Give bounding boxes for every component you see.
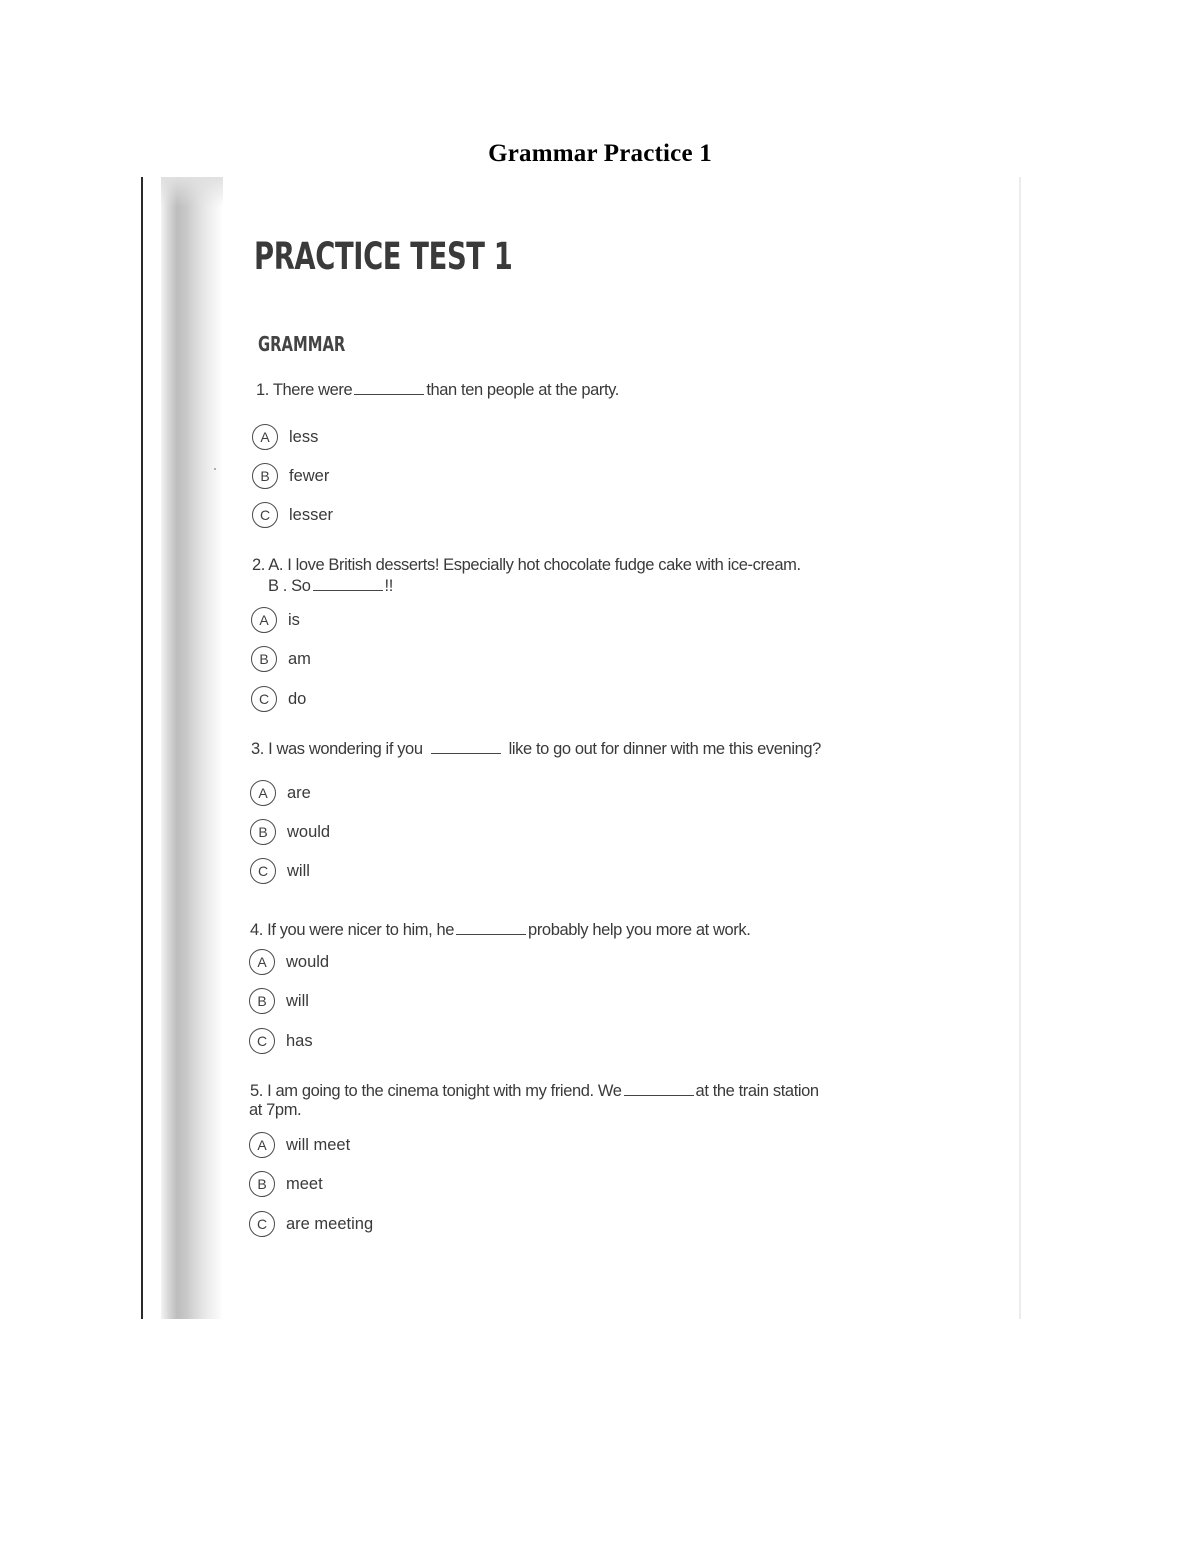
question-1-text-before: 1. There were <box>256 381 353 399</box>
question-1-option-b[interactable] <box>252 463 329 489</box>
option-text: is <box>288 610 300 629</box>
question-2-line-2 <box>268 576 393 596</box>
question-1-text-after: than ten people at the party. <box>426 381 619 399</box>
option-text: meet <box>286 1174 323 1193</box>
question-5-option-c[interactable] <box>249 1211 373 1237</box>
option-text: will <box>287 861 310 880</box>
question-4 <box>250 920 750 940</box>
option-letter-circle: C <box>251 686 277 712</box>
question-5-option-a[interactable] <box>249 1132 350 1158</box>
option-letter-circle: C <box>250 858 276 884</box>
option-letter-circle: C <box>252 502 278 528</box>
option-letter-circle: B <box>249 988 275 1014</box>
question-3-option-a[interactable] <box>250 780 311 806</box>
question-2-option-a[interactable] <box>251 607 300 633</box>
option-letter-circle: B <box>251 646 277 672</box>
scan-right-edge <box>1019 177 1021 1319</box>
option-text: would <box>286 952 330 971</box>
question-4-option-c[interactable] <box>249 1028 313 1054</box>
worksheet-title: PRACTICE TEST 1 <box>254 235 513 278</box>
answer-blank <box>313 576 383 591</box>
page-edge-line <box>141 177 143 1319</box>
option-text: are <box>287 783 311 802</box>
option-letter-circle: B <box>249 1171 275 1197</box>
question-4-option-b[interactable] <box>249 988 309 1014</box>
question-3-text-before: 3. I was wondering if you <box>251 740 423 758</box>
question-2-line-1: 2. A. I love British desserts! Especially hot chocolate fudge cake with ice-cream. <box>252 556 801 574</box>
question-5-text-before: 5. I am going to the cinema tonight with my friend. We <box>250 1082 622 1100</box>
question-5-line-2: at 7pm. <box>249 1101 302 1119</box>
document-title: Grammar Practice 1 <box>488 140 712 167</box>
question-5-line-1 <box>250 1081 819 1101</box>
scanned-worksheet <box>141 177 1021 1319</box>
question-3-option-c[interactable] <box>250 858 310 884</box>
question-4-text-before: 4. If you were nicer to him, he <box>250 921 455 939</box>
question-2-text-before: B . So <box>268 577 311 595</box>
question-3-text-after: like to go out for dinner with me this evening? <box>508 740 821 758</box>
book-binding-shadow <box>161 177 223 1319</box>
question-4-option-a[interactable] <box>249 949 329 975</box>
option-letter-circle: A <box>250 780 276 806</box>
option-letter-circle: C <box>249 1211 275 1237</box>
question-1-option-c[interactable] <box>252 502 333 528</box>
option-text: will meet <box>286 1135 351 1154</box>
answer-blank <box>354 380 424 395</box>
question-5-option-b[interactable] <box>249 1171 323 1197</box>
option-letter-circle: A <box>249 1132 275 1158</box>
question-3-option-b[interactable] <box>250 819 330 845</box>
option-text: do <box>288 689 307 708</box>
option-letter-circle: C <box>249 1028 275 1054</box>
option-text: lesser <box>289 505 334 524</box>
option-text: would <box>287 822 331 841</box>
scan-speck <box>214 468 216 470</box>
option-letter-circle: A <box>252 424 278 450</box>
option-text: has <box>286 1031 313 1050</box>
option-text: will <box>286 991 309 1010</box>
option-text: are meeting <box>286 1214 374 1233</box>
section-heading: GRAMMAR <box>258 332 346 356</box>
option-text: am <box>288 649 311 668</box>
option-text: fewer <box>289 466 330 485</box>
binding-shadow-top <box>161 177 223 207</box>
option-letter-circle: B <box>250 819 276 845</box>
question-2-option-b[interactable] <box>251 646 311 672</box>
question-1 <box>256 380 619 400</box>
question-5-text-after: at the train station <box>695 1082 819 1100</box>
option-letter-circle: B <box>252 463 278 489</box>
answer-blank <box>431 739 501 754</box>
question-2-text-after: !! <box>384 577 393 595</box>
option-letter-circle: A <box>249 949 275 975</box>
question-3 <box>251 739 821 759</box>
question-1-option-a[interactable] <box>252 424 318 450</box>
question-4-text-after: probably help you more at work. <box>528 921 751 939</box>
question-2-option-c[interactable] <box>251 686 306 712</box>
answer-blank <box>456 920 526 935</box>
answer-blank <box>624 1081 694 1096</box>
option-letter-circle: A <box>251 607 277 633</box>
option-text: less <box>289 427 319 446</box>
